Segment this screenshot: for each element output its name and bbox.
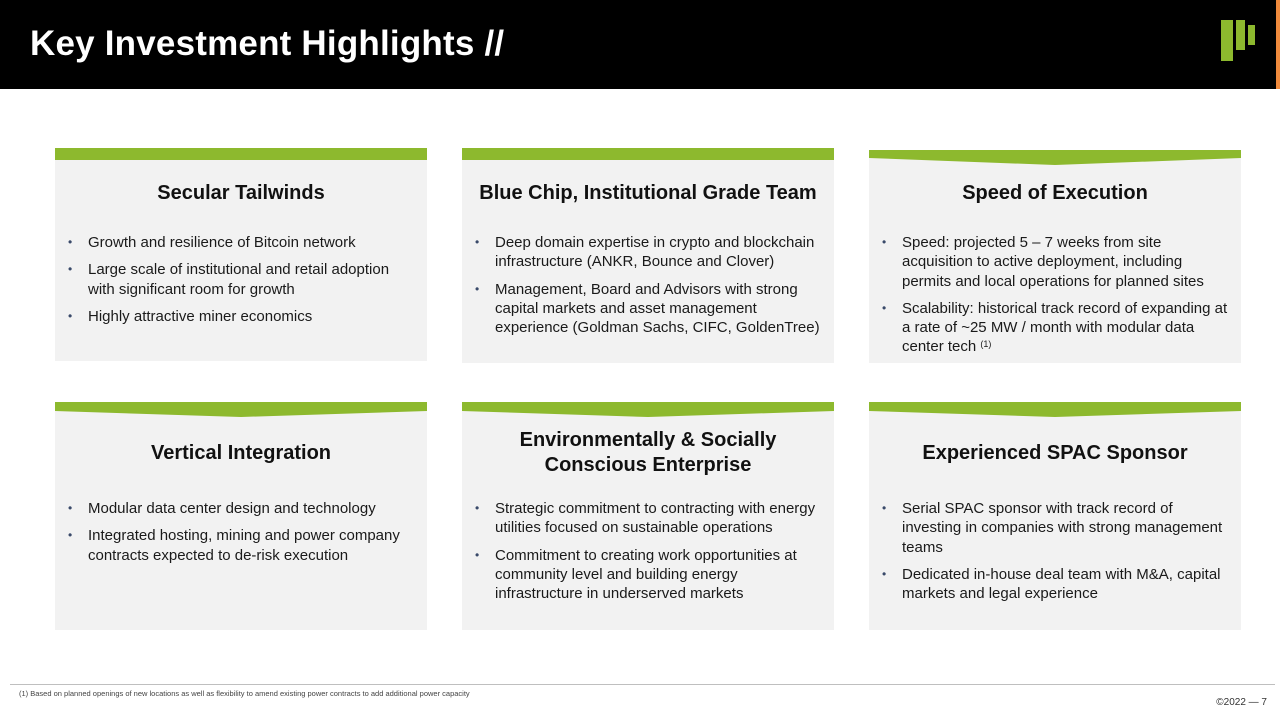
highlight-card-vertical-integration [55, 402, 427, 630]
bullet-item: • Deep domain expertise in crypto and blockchain infrastructure (ANKR, Bounce and Clover) [475, 233, 822, 272]
bullet-item: • Integrated hosting, mining and power company contracts expected to de-risk execution [68, 526, 415, 565]
card-bullet-list [68, 233, 415, 334]
bullet-item: • Serial SPAC sponsor with track record of investing in companies with strong management teams [882, 499, 1229, 557]
card-bullet-list [882, 233, 1229, 365]
header-edge-accent [1276, 0, 1280, 89]
footnote-marker: (1) [980, 339, 992, 350]
card-title: Environmentally & Socially Conscious Enterprise [519, 429, 777, 476]
bullet-item: • Strategic commitment to contracting with energy utilities focused on sustainable operations [475, 499, 822, 538]
card-accent-bar [462, 402, 834, 415]
card-accent-bar [869, 402, 1241, 415]
card-accent-bar [462, 148, 834, 161]
bullet-item: • Speed: projected 5 – 7 weeks from site acquisition to active deployment, including permits and local operations for planned sites [882, 233, 1229, 291]
highlight-card-secular-tailwinds [55, 148, 427, 361]
page-number: ©2022 — 7 [1216, 697, 1267, 708]
card-accent-bar [55, 402, 427, 415]
header-bar [0, 0, 1276, 89]
card-accent-bar [55, 148, 427, 161]
highlight-card-esg-enterprise [462, 402, 834, 630]
card-bullet-list [68, 499, 415, 573]
card-title: Secular Tailwinds [157, 182, 325, 204]
card-title: Speed of Execution [962, 182, 1148, 204]
bullet-text: Scalability: historical track record of expanding at a rate of ~25 MW / month with modular data center tech [902, 299, 1228, 356]
card-bullet-list [882, 499, 1229, 611]
highlight-card-blue-chip-team [462, 148, 834, 363]
card-title: Blue Chip, Institutional Grade Team [479, 182, 817, 204]
bullet-item: • Dedicated in-house deal team with M&A, capital markets and legal experience [882, 565, 1229, 604]
bullet-item: • Large scale of institutional and retail adoption with significant room for growth [68, 260, 415, 299]
bullet-item: • Modular data center design and technology [68, 499, 415, 518]
footnote: (1) Based on planned openings of new locations as well as flexibility to amend existing power contracts to add additional power capacity [19, 689, 470, 698]
company-logo-icon [1221, 20, 1255, 61]
page-title: Key Investment Highlights // [30, 24, 505, 63]
footer-divider [10, 684, 1275, 685]
bullet-item: • Management, Board and Advisors with strong capital markets and asset management experience (Goldman Sachs, CIFC, GoldenTree) [475, 280, 822, 338]
card-bullet-list [475, 499, 822, 611]
card-accent-bar [869, 150, 1241, 163]
card-title: Experienced SPAC Sponsor [922, 442, 1188, 464]
bullet-item: • Highly attractive miner economics [68, 307, 415, 326]
card-bullet-list [475, 233, 822, 345]
bullet-item: • Commitment to creating work opportunities at community level and building energy infrastructure in underserved markets [475, 546, 822, 604]
card-title: Vertical Integration [150, 442, 332, 464]
highlight-card-spac-sponsor [869, 402, 1241, 630]
highlight-card-speed-of-execution [869, 150, 1241, 363]
bullet-item [882, 299, 1229, 357]
bullet-item: • Growth and resilience of Bitcoin network [68, 233, 415, 252]
